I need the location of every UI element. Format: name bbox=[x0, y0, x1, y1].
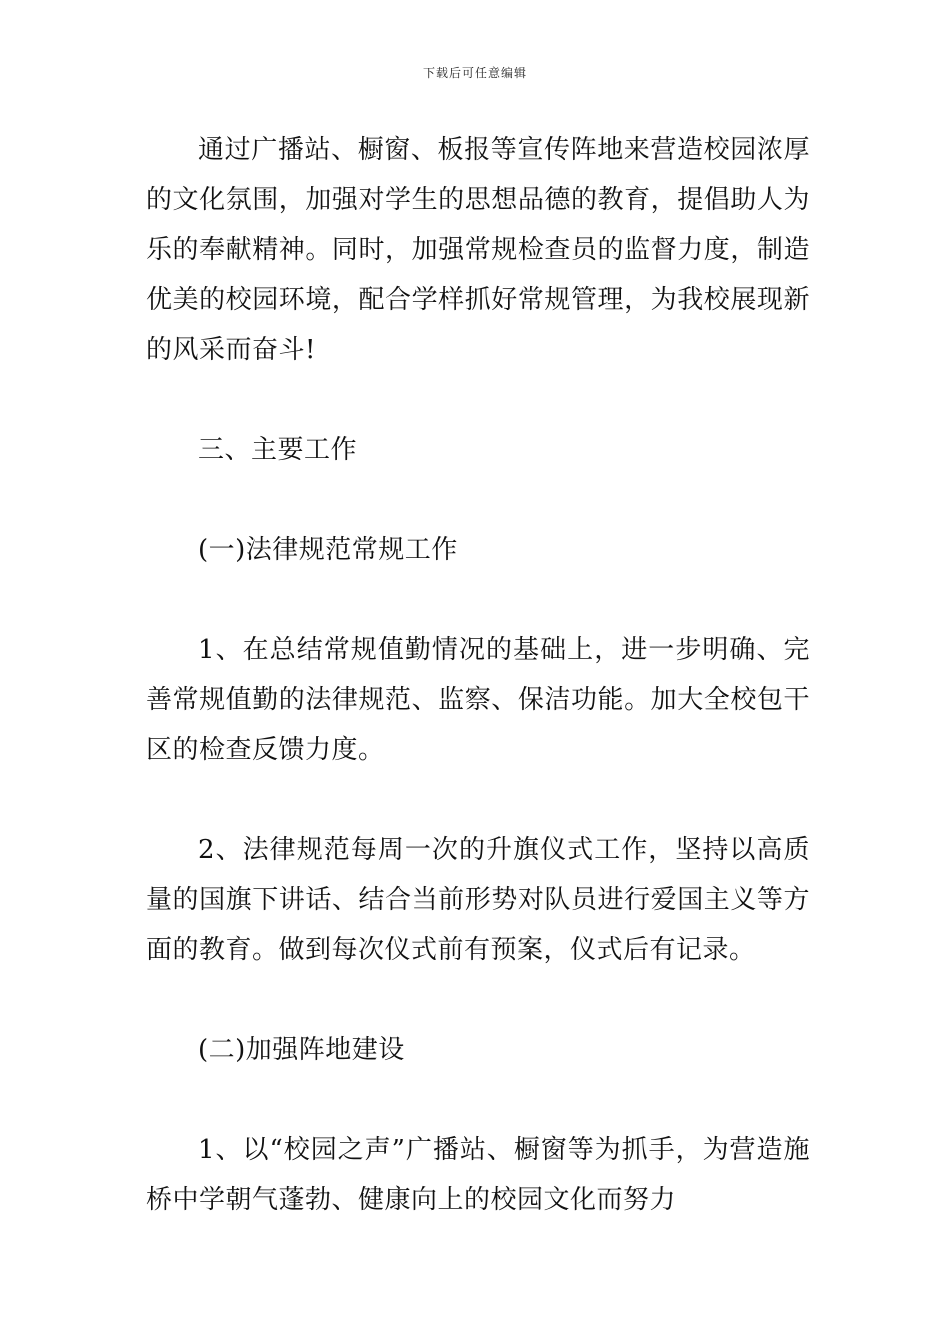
list-item-3: 1、以“校园之声”广播站、橱窗等为抓手，为营造施桥中学朝气蓬勃、健康向上的校园文化而努力 bbox=[146, 1135, 810, 1215]
section-heading-main-work: 三、主要工作 bbox=[198, 435, 358, 465]
paragraph-gap bbox=[146, 775, 810, 825]
list-item-1: 1、在总结常规值勤情况的基础上，进一步明确、完善常规值勤的法律规范、监察、保洁功能。加大全校包干区的检查反馈力度。 bbox=[146, 635, 810, 765]
document-body bbox=[146, 125, 810, 1225]
paragraph-gap bbox=[146, 575, 810, 625]
paragraph-intro: 通过广播站、橱窗、板报等宣传阵地来营造校园浓厚的文化氛围，加强对学生的思想品德的教育，提倡助人为乐的奉献精神。同时，加强常规检查员的监督力度，制造优美的校园环境，配合学样抓好常规管理，为我校展现新的风采而奋斗! bbox=[146, 135, 810, 365]
subsection-heading-1: (一)法律规范常规工作 bbox=[198, 535, 458, 565]
paragraph-gap bbox=[146, 1075, 810, 1125]
page-header: 下载后可任意编辑 bbox=[422, 66, 527, 80]
paragraph-gap bbox=[146, 475, 810, 525]
paragraph-gap bbox=[146, 975, 810, 1025]
list-item-2: 2、法律规范每周一次的升旗仪式工作，坚持以高质量的国旗下讲话、结合当前形势对队员进行爱国主义等方面的教育。做到每次仪式前有预案，仪式后有记录。 bbox=[146, 835, 810, 965]
subsection-heading-2: (二)加强阵地建设 bbox=[198, 1035, 405, 1065]
paragraph-gap bbox=[146, 375, 810, 425]
